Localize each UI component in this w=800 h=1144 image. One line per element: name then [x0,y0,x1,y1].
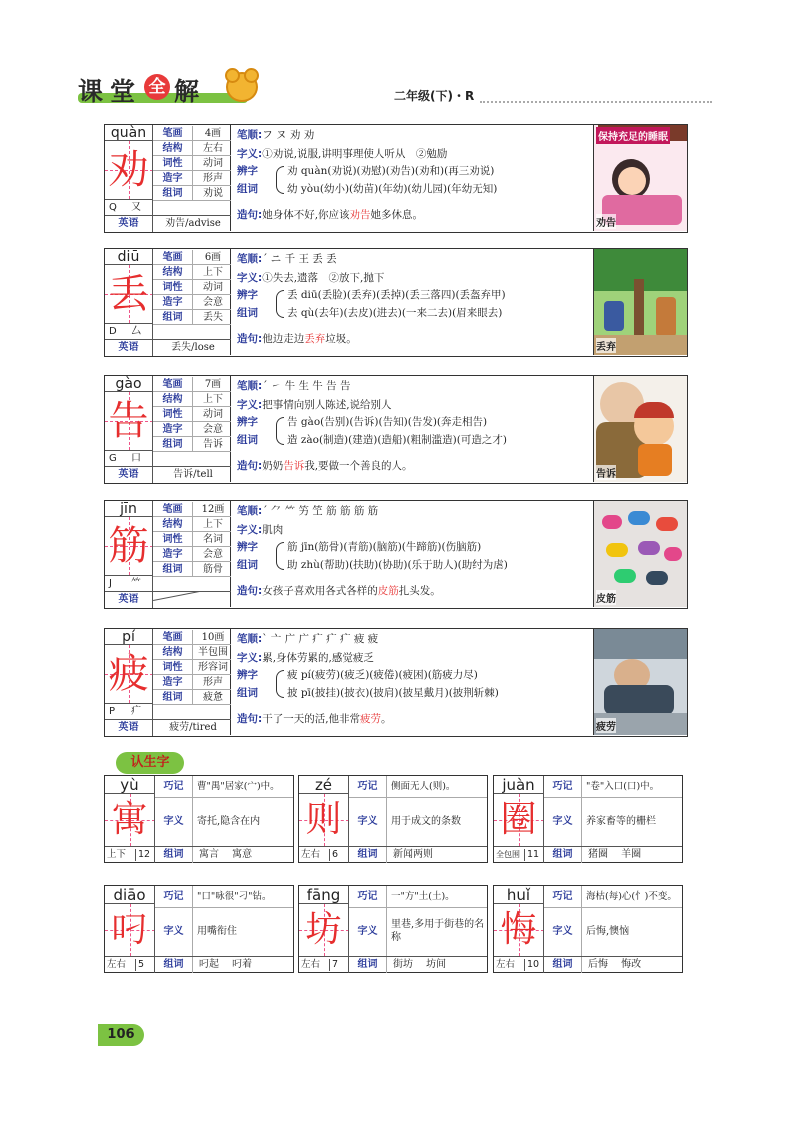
prop-row-strokes [153,126,231,141]
new-char-card-5 [493,885,683,973]
stroke-order-line: 笔顺:ˊ ⺈ ⺮ 竻 笁 筋 筋 筋 筋 [237,505,379,517]
tip-key: 巧记 [349,886,387,907]
logo-char-1: 课 [78,77,105,106]
words-row [494,956,682,972]
stroke-count: 6 [332,849,339,860]
meaning-line: 字义:累,身体劳累的,感觉疲乏 [237,652,374,664]
char-radical [105,323,153,339]
grade-label: 二年级(下)・R [394,89,475,103]
english-row [105,719,231,735]
example-sentence: 造句:她身体不好,你应该劝告她多休息。 [237,209,424,221]
prop-key: 词性 [153,660,193,675]
illustration-caption: 告诉 [596,465,616,480]
illustration-image [593,125,687,231]
tip-value: 侧面无人(则)。 [391,781,456,792]
structure-type: 左右 [107,959,127,970]
structure-cell [494,957,544,973]
illustration-caption: 疲劳 [596,718,616,733]
bianzi-line-1: 告 gào(告别)(告诉)(告知)(告发)(奔走相告) [287,416,488,428]
prop-value: 会意 [203,549,223,560]
brace-icon [276,670,284,698]
prop-key: 组词 [153,562,193,577]
meaning-key: 字义 [155,798,193,846]
tip-value: "卷"入口(口)中。 [586,781,660,792]
radical-glyph: ⺮ [131,578,141,589]
words-row [299,956,487,972]
char-glyph: 圈 [494,794,544,846]
char-radical [105,575,153,591]
english-row [105,215,231,231]
prop-value: 动词 [203,409,223,420]
meaning-line: 字义:肌肉 [237,524,284,536]
words-row [105,846,293,862]
prop-key: 笔画 [153,502,193,517]
tip-key: 巧记 [544,776,582,797]
prop-key: 组词 [153,437,193,452]
meaning-row [544,798,682,846]
prop-value: 7画 [204,379,222,390]
char-card-4 [104,628,688,737]
prop-value: 丢失 [203,312,223,323]
char-glyph: 筋 [105,517,153,575]
brace-icon [276,290,284,318]
new-char-card-1 [298,775,488,863]
english-value: 劝告/advise [165,218,221,229]
prop-value: 劝说 [203,188,223,199]
prop-key: 结构 [153,141,193,156]
prop-value: 形声 [203,677,223,688]
meaning-line: 字义:①失去,遗落 ②放下,抛下 [237,272,385,284]
meaning-value: 养家畜等的栅栏 [586,816,656,827]
prop-key: 结构 [153,392,193,407]
illustration-caption: 皮筋 [596,590,616,605]
page-number: 106 [98,1024,144,1046]
prop-value: 会意 [203,297,223,308]
structure-cell [299,957,349,973]
english-key: 英语 [105,340,153,356]
english-key: 英语 [105,592,153,608]
prop-key: 造字 [153,295,193,310]
prop-key: 词性 [153,156,193,171]
meaning-value: 里巷,多用于街巷的名称 [391,919,485,943]
tip-value: "口"咏很"刁"钻。 [197,891,272,902]
prop-row-zuci [153,690,231,705]
example-sentence: 造句:女孩子喜欢用各式各样的皮筋扎头发。 [237,585,441,597]
prop-row-zuci [153,186,231,201]
radical-glyph: 厶 [131,326,141,337]
prop-key: 笔画 [153,250,193,265]
char-glyph: 悔 [494,904,544,956]
tip-value: 曹"禺"居家(宀)中。 [197,781,280,792]
prop-row-formation [153,171,231,186]
bianzi-label: 辨字 [237,165,258,177]
prop-value: 筋骨 [203,564,223,575]
zuci-label: 组词 [237,183,258,195]
prop-value: 上下 [203,519,223,530]
structure-cell [299,847,349,863]
char-pinyin: gào [105,376,153,392]
prop-key: 组词 [153,186,193,201]
prop-row-formation [153,422,231,437]
words-key: 组词 [349,957,387,973]
char-detail [233,376,593,482]
structure-type: 左右 [496,959,516,970]
bear-mascot-icon [226,72,258,102]
prop-row-structure [153,645,231,660]
illustration-title: 保持充足的睡眠 [596,127,670,144]
radical-glyph: 口 [131,453,141,464]
brace-icon [276,542,284,570]
meaning-value: 寄托,隐含在内 [197,816,261,827]
prop-value: 动词 [203,282,223,293]
stroke-order-line: 笔顺:フ ヌ 劝 劝 [237,129,315,141]
char-pinyin: diū [105,249,153,265]
char-pinyin: fāng [299,886,349,904]
prop-key: 词性 [153,532,193,547]
prop-row-pos [153,660,231,675]
meaning-key: 字义 [544,798,582,846]
prop-row-pos [153,280,231,295]
prop-key: 造字 [153,547,193,562]
example-sentence: 造句:干了一天的活,他非常疲劳。 [237,713,392,725]
stroke-count: 5 [138,959,145,970]
words-key: 组词 [544,957,582,973]
prop-row-zuci [153,562,231,577]
stroke-count: 11 [527,849,540,860]
char-detail [233,249,593,355]
char-card-3 [104,500,688,609]
radical-letter: D [109,326,117,337]
logo-circle-char: 全 [144,74,170,100]
tip-row [155,776,293,798]
new-char-card-3 [104,885,294,973]
stroke-order-line: 笔顺:ˊ ニ 千 王 丢 丢 [237,253,337,265]
meaning-row [349,908,487,956]
tip-row [155,886,293,908]
char-card-2 [104,375,688,484]
char-pinyin: huǐ [494,886,544,904]
zuci-label: 组词 [237,559,258,571]
tip-key: 巧记 [349,776,387,797]
structure-type: 左右 [301,959,321,970]
meaning-key: 字义 [155,908,193,956]
bianzi-label: 辨字 [237,289,258,301]
tip-row [544,776,682,798]
char-glyph: 劝 [105,141,153,199]
book-logo [78,68,258,104]
char-glyph: 则 [299,794,349,846]
radical-letter: Q [109,202,117,213]
illustration-image [593,376,687,482]
prop-row-strokes [153,502,231,517]
prop-row-pos [153,407,231,422]
prop-row-formation [153,295,231,310]
prop-key: 笔画 [153,377,193,392]
words-value: 寓言 寓意 [199,849,253,860]
meaning-key: 字义 [349,798,387,846]
char-pinyin: zé [299,776,349,794]
words-row [105,956,293,972]
prop-value: 动词 [203,158,223,169]
tip-row [349,776,487,798]
english-value: 疲劳/tired [169,722,217,733]
english-row [105,339,231,355]
prop-value: 半包围 [198,647,228,658]
prop-value: 形容词 [198,662,228,673]
char-info-table [105,376,231,482]
bianzi-line-2: 幼 yòu(幼小)(幼苗)(年幼)(幼儿园)(年幼无知) [287,183,498,195]
words-value: 后悔 悔改 [588,959,642,970]
radical-letter: P [109,706,116,717]
tip-value: 一"方"土(土)。 [391,891,455,902]
char-pinyin: quàn [105,125,153,141]
prop-key: 词性 [153,280,193,295]
prop-value: 疲惫 [203,692,223,703]
meaning-row [155,908,293,956]
zuci-label: 组词 [237,687,258,699]
prop-row-formation [153,547,231,562]
new-char-card-0 [104,775,294,863]
illustration-image [593,629,687,735]
header-divider [480,101,712,103]
prop-value: 会意 [203,424,223,435]
meaning-key: 字义 [544,908,582,956]
illustration-image [593,501,687,607]
logo-char-3: 解 [174,77,201,106]
bianzi-label: 辨字 [237,416,258,428]
tip-value: 海枯(每)心(忄)不变。 [586,891,677,902]
prop-row-strokes [153,630,231,645]
stroke-order-line: 笔顺:ˋ 亠 广 广 疒 疒 疒 疲 疲 [237,633,379,645]
char-glyph: 叼 [105,904,155,956]
bianzi-line-2: 造 zào(制造)(建造)(造船)(粗制滥造)(可造之才) [287,434,507,446]
section-title: 认生字 [116,752,184,774]
words-row [299,846,487,862]
radical-glyph: 疒 [131,706,141,717]
zuci-label: 组词 [237,307,258,319]
char-pinyin: jīn [105,501,153,517]
prop-key: 造字 [153,422,193,437]
stroke-count: 7 [332,959,339,970]
meaning-row [544,908,682,956]
prop-row-structure [153,141,231,156]
char-glyph: 坊 [299,904,349,956]
char-detail [233,629,593,735]
tip-key: 巧记 [155,776,193,797]
prop-row-strokes [153,250,231,265]
structure-cell [494,847,544,863]
meaning-row [349,798,487,846]
structure-cell [105,847,155,863]
tip-row [349,886,487,908]
char-pinyin: pí [105,629,153,645]
meaning-line: 字义:①劝说,说服,讲明事理使人听从 ②勉励 [237,148,448,160]
meaning-key: 字义 [349,908,387,956]
english-key: 英语 [105,216,153,232]
prop-value: 4画 [204,128,222,139]
prop-value: 上下 [203,394,223,405]
structure-type: 上下 [107,849,127,860]
char-info-table [105,501,231,607]
prop-value: 10画 [201,632,225,643]
prop-key: 结构 [153,265,193,280]
bianzi-line-2: 披 pī(披挂)(披衣)(披肩)(披星戴月)(披荆斩棘) [287,687,499,699]
logo-char-2: 堂 [110,77,137,106]
char-pinyin: yù [105,776,155,794]
bianzi-line-2: 助 zhù(帮助)(扶助)(协助)(乐于助人)(助纣为虐) [287,559,508,571]
structure-cell [105,957,155,973]
char-glyph: 疲 [105,645,153,703]
prop-key: 结构 [153,517,193,532]
prop-key: 结构 [153,645,193,660]
char-pinyin: juàn [494,776,544,794]
new-char-card-4 [298,885,488,973]
char-glyph: 丢 [105,265,153,323]
radical-letter: J [109,578,112,589]
words-value: 新闻两则 [393,849,433,860]
char-radical [105,199,153,215]
illustration-caption: 劝告 [596,214,616,229]
example-sentence: 造句:奶奶告诉我,要做一个善良的人。 [237,460,413,472]
structure-type: 左右 [301,849,321,860]
bianzi-label: 辨字 [237,669,258,681]
zuci-label: 组词 [237,434,258,446]
bianzi-line-1: 筋 jīn(筋骨)(青筋)(脑筋)(牛蹄筋)(伤脑筋) [287,541,482,553]
prop-key: 词性 [153,407,193,422]
meaning-value: 用于成文的条数 [391,816,461,827]
char-card-0 [104,124,688,233]
bianzi-label: 辨字 [237,541,258,553]
prop-row-structure [153,265,231,280]
char-card-1 [104,248,688,357]
words-value: 叼起 叼着 [199,959,253,970]
example-sentence: 造句:他边走边丢弃垃圾。 [237,333,357,345]
prop-row-formation [153,675,231,690]
prop-value: 6画 [204,252,222,263]
tip-key: 巧记 [544,886,582,907]
meaning-line: 字义:把事情向别人陈述,说给别人 [237,399,392,411]
bianzi-line-1: 疲 pí(疲劳)(疲乏)(疲倦)(疲困)(筋疲力尽) [287,669,478,681]
prop-value: 名词 [203,534,223,545]
brace-icon [276,417,284,445]
english-value: 丢失/lose [171,342,215,353]
prop-key: 笔画 [153,630,193,645]
prop-value: 形声 [203,173,223,184]
prop-value: 12画 [201,504,225,515]
tip-key: 巧记 [155,886,193,907]
bianzi-line-2: 去 qù(去年)(去皮)(进去)(一来二去)(眉来眼去) [287,307,503,319]
words-key: 组词 [155,847,193,863]
words-key: 组词 [544,847,582,863]
prop-row-pos [153,156,231,171]
prop-key: 笔画 [153,126,193,141]
prop-value: 左右 [203,143,223,154]
char-info-table [105,629,231,735]
bianzi-line-1: 丢 diū(丢脸)(丢弃)(丢掉)(丢三落四)(丢盔弃甲) [287,289,506,301]
english-row [105,591,231,607]
english-key: 英语 [105,720,153,736]
words-value: 街坊 坊间 [393,959,447,970]
char-glyph: 寓 [105,794,155,846]
char-info-table [105,125,231,231]
stroke-count: 10 [527,959,540,970]
tip-row [544,886,682,908]
words-row [494,846,682,862]
prop-row-structure [153,517,231,532]
brace-icon [276,166,284,194]
char-detail [233,501,593,607]
words-value: 猪圈 羊圈 [588,849,642,860]
prop-row-structure [153,392,231,407]
meaning-value: 用嘴衔住 [197,926,237,937]
meaning-row [155,798,293,846]
char-detail [233,125,593,231]
prop-value: 上下 [203,267,223,278]
illustration-image [593,249,687,355]
english-key: 英语 [105,467,153,483]
radical-glyph: 又 [131,202,141,213]
words-key: 组词 [155,957,193,973]
char-radical [105,450,153,466]
words-key: 组词 [349,847,387,863]
meaning-value: 后悔,懊恼 [586,926,630,937]
new-char-card-2 [493,775,683,863]
char-radical [105,703,153,719]
stroke-order-line: 笔顺:ˊ ㇀ 牛 生 牛 告 告 [237,380,351,392]
stroke-count: 12 [138,849,151,860]
prop-row-strokes [153,377,231,392]
char-info-table [105,249,231,355]
bianzi-line-1: 劝 quàn(劝说)(劝慰)(劝告)(劝和)(再三劝说) [287,165,495,177]
prop-key: 造字 [153,675,193,690]
english-row [105,466,231,482]
empty-cell-diagonal [153,592,231,608]
english-value: 告诉/tell [173,469,213,480]
prop-key: 组词 [153,690,193,705]
prop-value: 告诉 [203,439,223,450]
prop-row-zuci [153,310,231,325]
prop-row-pos [153,532,231,547]
char-glyph: 告 [105,392,153,450]
prop-row-zuci [153,437,231,452]
prop-key: 组词 [153,310,193,325]
prop-key: 造字 [153,171,193,186]
char-pinyin: diāo [105,886,155,904]
illustration-caption: 丢弃 [596,338,616,353]
structure-type: 全包围 [496,850,520,859]
radical-letter: G [109,453,117,464]
